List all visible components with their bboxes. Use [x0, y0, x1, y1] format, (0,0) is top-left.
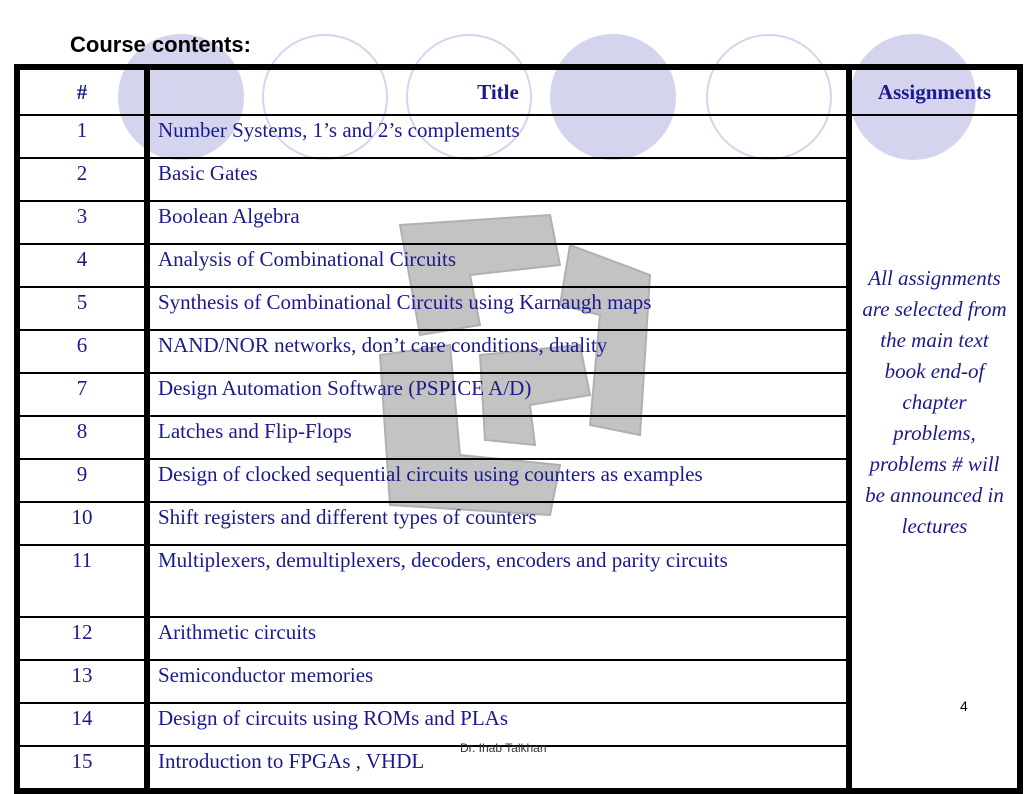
row-title: Design of circuits using ROMs and PLAs: [147, 703, 849, 746]
course-contents-table: [14, 64, 1023, 794]
row-number: 11: [17, 545, 147, 617]
row-title: NAND/NOR networks, don’t care conditions, duality: [147, 330, 849, 373]
row-title: Design of clocked sequential circuits using counters as examples: [147, 459, 849, 502]
row-title: Multiplexers, demultiplexers, decoders, encoders and parity circuits: [147, 545, 849, 617]
row-number: 12: [17, 617, 147, 660]
row-number: 15: [17, 746, 147, 791]
row-number: 3: [17, 201, 147, 244]
table-row: [17, 115, 1020, 158]
row-number: 8: [17, 416, 147, 459]
row-number: 1: [17, 115, 147, 158]
row-number: 6: [17, 330, 147, 373]
assignments-note: All assignments are selected from the main text book end-of chapter problems, problems # will be announced in lectures: [849, 115, 1020, 791]
row-title: Semiconductor memories: [147, 660, 849, 703]
row-number: 13: [17, 660, 147, 703]
row-number: 4: [17, 244, 147, 287]
row-title: Analysis of Combinational Circuits: [147, 244, 849, 287]
row-title: Number Systems, 1’s and 2’s complements: [147, 115, 849, 158]
row-number: 9: [17, 459, 147, 502]
column-header-number: #: [17, 67, 147, 115]
row-number: 10: [17, 502, 147, 545]
column-header-assignments: Assignments: [849, 67, 1020, 115]
row-title: Latches and Flip-Flops: [147, 416, 849, 459]
table-header-row: [17, 67, 1020, 115]
page-number: 4: [960, 698, 968, 714]
row-title: Boolean Algebra: [147, 201, 849, 244]
row-number: 14: [17, 703, 147, 746]
footer-author: Dr. Ihab Talkhan: [460, 741, 547, 755]
row-number: 5: [17, 287, 147, 330]
row-number: 2: [17, 158, 147, 201]
row-title: Design Automation Software (PSPICE A/D): [147, 373, 849, 416]
row-title: Synthesis of Combinational Circuits using Karnaugh maps: [147, 287, 849, 330]
row-number: 7: [17, 373, 147, 416]
slide-heading: Course contents:: [70, 32, 251, 57]
row-title: Introduction to FPGAs , VHDL: [147, 746, 849, 791]
column-header-title: Title: [147, 67, 849, 115]
row-title: Arithmetic circuits: [147, 617, 849, 660]
row-title: Shift registers and different types of counters: [147, 502, 849, 545]
row-title: Basic Gates: [147, 158, 849, 201]
